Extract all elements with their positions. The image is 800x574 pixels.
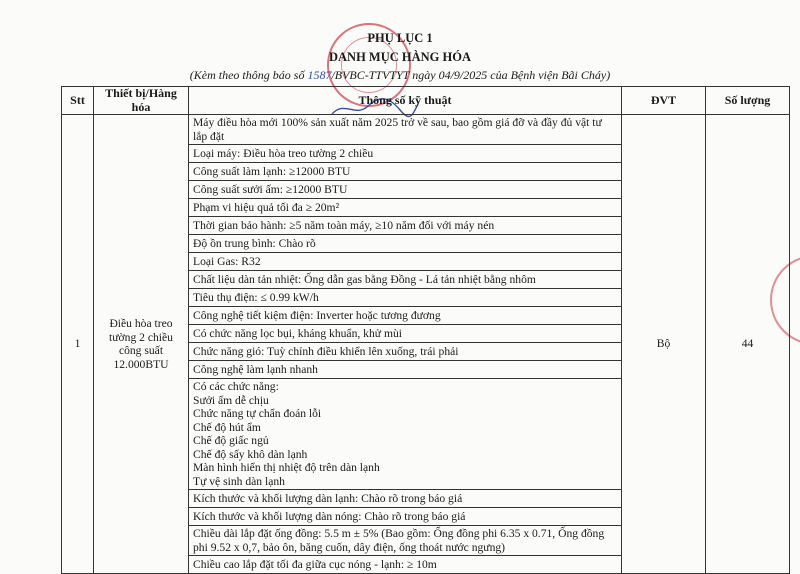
row-unit: Bộ — [622, 115, 706, 574]
header-stt: Stt — [62, 87, 94, 115]
list-title: DANH MỤC HÀNG HÓA — [328, 50, 471, 64]
spec-cell: Phạm vi hiệu quả tối đa ≥ 20m² — [189, 199, 622, 217]
subtitle-prefix: (Kèm theo thông báo số — [189, 68, 308, 82]
spec-cell: Công nghệ làm lạnh nhanh — [189, 361, 622, 379]
header-unit: ĐVT — [622, 87, 706, 115]
spec-cell: Tiêu thụ điện: ≤ 0.99 kW/h — [189, 289, 622, 307]
appendix-title: PHỤ LỤC 1 — [367, 31, 433, 45]
spec-cell: Độ ồn trung bình: Chào rõ — [189, 235, 622, 253]
handwritten-doc-number: 1587 — [307, 68, 332, 82]
spec-cell: Công nghệ tiết kiệm điện: Inverter hoặc tương đương — [189, 307, 622, 325]
spec-cell: Chức năng gió: Tuỳ chỉnh điều khiển lên xuống, trái phải — [189, 343, 622, 361]
spec-cell: Công suất làm lạnh: ≥12000 BTU — [189, 163, 622, 181]
spec-cell: Kích thước và khối lượng dàn lạnh: Chào rõ trong báo giá — [189, 490, 622, 508]
table-header-row — [62, 87, 790, 115]
goods-table — [61, 86, 790, 574]
subtitle-suffix: /BVBC-TTVTYT ngày 04/9/2025 của Bệnh viện Bãi Cháy) — [331, 68, 611, 82]
spec-cell: Thời gian bảo hành: ≥5 năm toàn máy, ≥10 năm đối với máy nén — [189, 217, 622, 235]
spec-cell: Loại máy: Điều hòa treo tường 2 chiều — [189, 145, 622, 163]
document-subtitle — [0, 68, 800, 83]
spec-cell: Loại Gas: R32 — [189, 253, 622, 271]
spec-cell: Kích thước và khối lượng dàn nóng: Chào rõ trong báo giá — [189, 508, 622, 526]
row-stt: 1 — [62, 115, 94, 574]
table-row — [62, 115, 790, 145]
header-quantity: Số lượng — [706, 87, 790, 115]
spec-cell: Máy điều hòa mới 100% sản xuất năm 2025 trở về sau, bao gồm giá đỡ và đầy đủ vật tư lắp đặt — [189, 115, 622, 145]
row-item-name: Điều hòa treo tường 2 chiều công suất 12.000BTU — [94, 115, 189, 574]
spec-cell-functions: Có các chức năng: Sưởi ấm dễ chịu Chức năng tự chẩn đoán lỗi Chế độ hút ẩm Chế độ giấc ngủ Chế độ sấy khô dàn lạnh Màn hình hiển thị nhiệt độ trên dàn lạnh Tự vệ sinh dàn lạnh — [189, 379, 622, 490]
header-specs: Thông số kỹ thuật — [189, 87, 622, 115]
spec-cell: Chất liệu dàn tản nhiệt: Ống dẫn gas bằng Đồng - Lá tản nhiệt bằng nhôm — [189, 271, 622, 289]
spec-cell: Chiều cao lắp đặt tối đa giữa cục nóng - lạnh: ≥ 10m — [189, 556, 622, 574]
spec-cell: Công suất sưởi ấm: ≥12000 BTU — [189, 181, 622, 199]
row-quantity: 44 — [706, 115, 790, 574]
spec-cell: Chiều dài lắp đặt ống đồng: 5.5 m ± 5% (Bao gồm: Ống đồng phi 6.35 x 0.71, Ống đồng phi 9.52 x 0,7, bảo ôn, băng cuốn, dây điện, ống thoát nước ngưng) — [189, 526, 622, 556]
header-item: Thiết bị/Hàng hóa — [94, 87, 189, 115]
spec-cell: Có chức năng lọc bụi, kháng khuẩn, khử mùi — [189, 325, 622, 343]
